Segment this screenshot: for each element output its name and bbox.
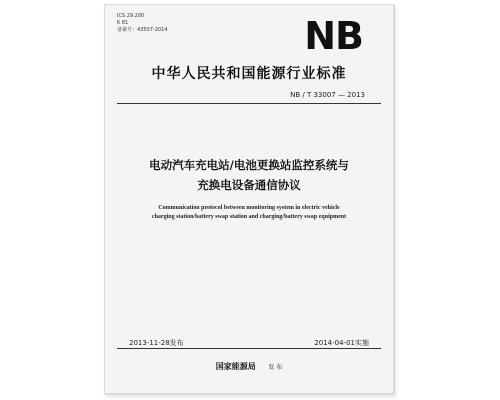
publisher-line: [105, 361, 393, 372]
standard-cover-page: [104, 4, 394, 394]
document-title-cn-line2: 充换电设备通信协议: [197, 178, 301, 192]
issue-date: 2013-11-28发布: [129, 339, 184, 347]
ics-code: ICS 29.200: [117, 13, 145, 19]
publish-action: 发 布: [268, 364, 283, 371]
ccs-code: K 81: [117, 20, 129, 26]
document-title-en-line2: charging station/battery swap station and charging/battery swap equipment: [151, 214, 347, 220]
publisher-name: 国家能源局: [215, 362, 256, 371]
classification-meta: [117, 13, 167, 34]
document-title-en-line1: Communication protocol between monitoring system in electric vehicle: [158, 205, 340, 211]
top-divider: [117, 103, 381, 104]
bottom-divider: [117, 348, 381, 349]
implementation-date: 2014-04-01实施: [314, 339, 369, 347]
document-title-cn-line1: 电动汽车充电站/电池更换站监控系统与: [149, 158, 349, 172]
record-number: 备案号：43507-2014: [117, 27, 168, 33]
standard-number: NB / T 33007 — 2013: [290, 91, 365, 99]
nb-logo: NB: [304, 14, 363, 58]
standard-category-title: 中华人民共和国能源行业标准: [151, 66, 347, 82]
